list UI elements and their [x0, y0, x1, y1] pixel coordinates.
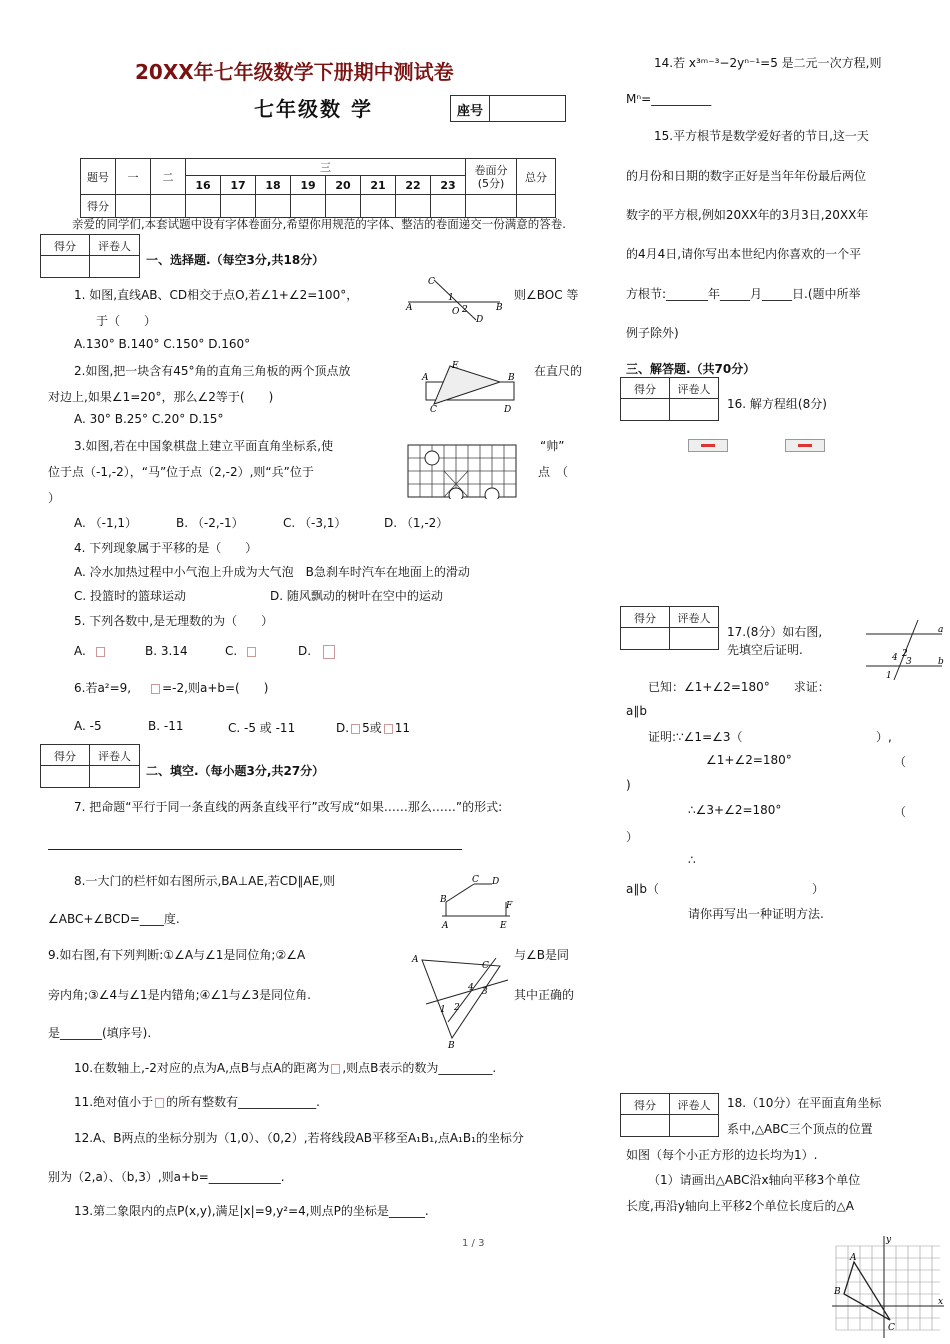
coordinate-grid-figure — [830, 1232, 946, 1340]
svg-text:D: D — [492, 877, 500, 887]
grader-score-label: 得分 — [634, 383, 656, 396]
q3-text-d: 点 （ — [538, 465, 569, 479]
q5-option-c: C. — [225, 644, 258, 658]
score-sub: 23 — [431, 176, 466, 195]
q17-step: 证明:∵∠1=∠3（ — [648, 730, 743, 744]
exam-subtitle: 七年级数 学 — [254, 97, 373, 121]
section-1-title: 一、选择题.（每空3分,共18分） — [146, 253, 325, 267]
svg-text:A: A — [850, 1253, 857, 1263]
q17-step: a∥b（ — [626, 882, 659, 896]
q6-option-a: A. -5 — [74, 719, 102, 733]
grader-reviewer-label: 评卷人 — [677, 612, 711, 625]
section-2-title: 二、填空.（每小题3分,共27分） — [146, 764, 325, 778]
q2-text: 2.如图,把一块含有45°角的直角三角板的两个顶点放 — [74, 364, 351, 378]
q3-text-b: “帅” — [540, 439, 565, 453]
grader-score-label: 得分 — [54, 240, 76, 253]
grader-score-label: 得分 — [634, 612, 656, 625]
section-3-title: 三、解答题.（共70分） — [626, 362, 756, 376]
q18-line: 系中,△ABC三个顶点的位置 — [727, 1122, 873, 1136]
grader-box — [620, 377, 719, 421]
svg-text:3: 3 — [482, 987, 488, 997]
grader-reviewer-label: 评卷人 — [98, 750, 131, 763]
q17-step: ∴∠3+∠2=180° — [688, 803, 782, 817]
svg-text:b: b — [938, 657, 944, 667]
q5-text: 5. 下列各数中,是无理数的为（ ） — [74, 614, 274, 628]
q4-options-cd: C. 投篮时的篮球运动 D. 随风飘动的树叶在空中的运动 — [74, 589, 443, 603]
grader-box — [40, 744, 140, 788]
grader-reviewer-label: 评卷人 — [677, 383, 711, 396]
score-neatness: 卷面分 (5分) — [466, 159, 517, 195]
grader-box — [620, 606, 719, 650]
svg-text:A: A — [412, 955, 419, 965]
q7-answer-line — [48, 849, 462, 850]
q14-text-b: Mⁿ=__________ — [626, 92, 712, 106]
q12-text: 12.A、B两点的坐标分别为（1,0）、（0,2）,若将线段AB平移至A₁B₁,点A₁B₁的坐标分 — [74, 1131, 524, 1145]
q1-figure — [404, 272, 504, 324]
q5-option-b: B. 3.14 — [145, 644, 188, 658]
q11-text: 11.绝对值小于 的所有整数有_____________. — [74, 1095, 320, 1109]
seat-box — [450, 95, 566, 122]
svg-text:C: C — [888, 1323, 895, 1333]
q5-option-a: A. — [74, 644, 107, 658]
q17-figure — [862, 618, 946, 682]
svg-text:1: 1 — [440, 1005, 446, 1015]
q3-text-e: ） — [48, 491, 61, 505]
q6-option-b: B. -11 — [148, 719, 184, 733]
q4-options-ab: A. 冷水加热过程中小气泡上升成为大气泡 B急刹车时汽车在地面上的滑动 — [74, 565, 470, 579]
svg-text:x: x — [938, 1297, 944, 1307]
page-number: 1 / 3 — [462, 1238, 485, 1249]
svg-text:3: 3 — [906, 657, 912, 667]
q8-figure — [434, 872, 518, 932]
q9-text-b: 与∠B是同 — [514, 948, 569, 962]
grader-reviewer-label: 评卷人 — [677, 1099, 711, 1112]
q6-option-c: C. -5 或 -11 — [228, 721, 296, 735]
q3-option-a: A. （-1,1） — [74, 516, 138, 530]
q17-step: ∴ — [688, 853, 696, 867]
exam-title: 20XX年七年级数学下册期中测试卷 — [135, 60, 454, 84]
q15-line: 方根节:_______年_____月_____日.(题中所举 — [626, 287, 861, 301]
q1-options: A.130° B.140° C.150° D.160° — [74, 337, 251, 351]
svg-text:2: 2 — [462, 305, 468, 315]
q4-text: 4. 下列现象属于平移的是（ ） — [74, 541, 258, 555]
svg-text:D: D — [504, 405, 512, 414]
score-sub: 21 — [361, 176, 396, 195]
grader-box — [40, 234, 140, 278]
q17-known: 已知：∠1+∠2=180° 求证： — [648, 680, 830, 694]
svg-text:B: B — [496, 303, 503, 313]
svg-text:D: D — [476, 315, 484, 324]
q9-figure — [408, 944, 512, 1048]
q18-line: 18.（10分）在平面直角坐标 — [727, 1096, 882, 1110]
q1-text: 1. 如图,直线AB、CD相交于点O,若∠1+∠2=100°， — [74, 288, 359, 302]
svg-text:C: C — [472, 875, 479, 885]
q17-step: ） — [812, 882, 825, 896]
q1-text-c: 于（ ） — [96, 314, 157, 328]
svg-text:B: B — [508, 373, 515, 383]
q17-step: 请你再写出一种证明方法. — [688, 907, 824, 921]
score-sub: 18 — [256, 176, 291, 195]
q15-line: 的月份和日期的数字正好是当年年份最后两位 — [626, 169, 867, 183]
seat-label: 座号 — [456, 104, 483, 119]
score-sub: 20 — [326, 176, 361, 195]
svg-text:B: B — [448, 1041, 455, 1048]
q6-text: 6.若a²=9, =-2,则a+b=( ) — [74, 681, 269, 695]
score-sub: 17 — [221, 176, 256, 195]
svg-text:A: A — [422, 373, 429, 383]
grader-score-label: 得分 — [54, 750, 76, 763]
q17-prove: a∥b — [626, 704, 647, 718]
score-row-label: 题号 — [81, 159, 116, 195]
score-sub: 16 — [186, 176, 221, 195]
q1-text-b: 则∠BOC 等 — [514, 288, 579, 302]
q17-text: 17.(8分）如右图, — [727, 625, 823, 639]
q9-text: 9.如右图,有下列判断:①∠A与∠1是同位角;②∠A — [48, 948, 306, 962]
q18-line: （1）请画出△ABC沿x轴向平移3个单位 — [648, 1173, 861, 1187]
notice: 亲爱的同学们,本套试题中设有字体卷面分,希望你用规范的字体、整洁的卷面递交一份满意的答卷. — [72, 217, 566, 231]
svg-text:2: 2 — [454, 1003, 460, 1013]
svg-text:E: E — [452, 361, 459, 371]
grader-score-label: 得分 — [634, 1099, 656, 1112]
svg-text:F: F — [506, 901, 513, 911]
svg-text:2: 2 — [902, 649, 908, 659]
svg-text:y: y — [886, 1235, 892, 1245]
q3-text: 3.如图,若在中国象棋盘上建立平面直角坐标系,使 — [74, 439, 334, 453]
q3-option-c: C. （-3,1） — [283, 516, 347, 530]
q9-text-e: 是_______(填序号). — [48, 1026, 152, 1040]
q2-text-c: 对边上,如果∠1=20°，那么∠2等于( ) — [48, 390, 274, 404]
q18-line: 长度,再沿y轴向上平移2个单位长度后的△A — [626, 1199, 854, 1213]
svg-text:4: 4 — [892, 653, 898, 663]
svg-text:E: E — [500, 921, 507, 931]
q18-line: 如图（每个小正方形的边长均为1）. — [626, 1148, 818, 1162]
q17-step: （ — [894, 805, 907, 819]
score-col-3: 三 — [186, 159, 466, 176]
q15-line: 15.平方根节是数学爱好者的节日,这一天 — [654, 129, 869, 143]
q10-text: 10.在数轴上,-2对应的点为A,点B与点A的距离为 ,则点B表示的数为_________. — [74, 1061, 497, 1075]
q8-text: 8.一大门的栏杆如右图所示,BA⊥AE,若CD∥AE,则 — [74, 874, 335, 888]
chess-board-figure — [406, 443, 518, 499]
svg-text:C: C — [428, 277, 435, 287]
q2-options: A. 30° B.25° C.20° D.15° — [74, 412, 224, 426]
score-col-2: 二 — [151, 159, 186, 195]
q16-text: 16. 解方程组(8分) — [727, 397, 827, 411]
q2-text-b: 在直尺的 — [534, 364, 583, 378]
svg-text:B: B — [834, 1287, 841, 1297]
q9-text-c: 旁内角;③∠4与∠1是内错角;④∠1与∠3是同位角. — [48, 988, 311, 1002]
score-row2-label: 得分 — [81, 195, 116, 218]
equation-image — [785, 439, 825, 452]
score-sub: 19 — [291, 176, 326, 195]
q17-step: ∠1+∠2=180° — [706, 753, 792, 767]
q13-text: 13.第二象限内的点P(x,y),满足|x|=9,y²=4,则点P的坐标是______. — [74, 1204, 429, 1218]
grader-box — [620, 1093, 719, 1137]
svg-text:A: A — [406, 303, 413, 313]
svg-text:A: A — [442, 921, 449, 931]
q17-step: ） — [626, 830, 639, 844]
q14-text: 14.若 x³ᵐ⁻³−2yⁿ⁻¹=5 是二元一次方程,则 — [654, 56, 882, 70]
q15-line: 的4月4日,请你写出本世纪内你喜欢的一个平 — [626, 247, 862, 261]
q6-option-d: D. 5或 11 — [336, 721, 410, 735]
q17-step: ) — [626, 778, 631, 792]
svg-text:4: 4 — [468, 983, 474, 993]
q15-line: 例子除外) — [626, 326, 679, 340]
grader-reviewer-label: 评卷人 — [98, 240, 131, 253]
svg-text:B: B — [440, 895, 447, 905]
q17-step: ）, — [876, 730, 892, 744]
q3-option-d: D. （1,-2） — [384, 516, 449, 530]
svg-text:C: C — [430, 405, 437, 414]
q3-text-c: 位于点（-1,-2），“马”位于点（2,-2）,则“兵”位于 — [48, 465, 314, 479]
svg-text:a: a — [938, 625, 944, 635]
q15-line: 数字的平方根,例如20XX年的3月3日,20XX年 — [626, 208, 869, 222]
score-col-1: 一 — [116, 159, 151, 195]
score-sub: 22 — [396, 176, 431, 195]
q17-text-b: 先填空后证明. — [727, 643, 803, 657]
svg-text:1: 1 — [886, 671, 892, 681]
q17-step: （ — [894, 755, 907, 769]
svg-text:1: 1 — [448, 293, 454, 303]
score-table — [80, 158, 556, 218]
q2-figure — [420, 360, 520, 414]
q3-option-b: B. （-2,-1） — [176, 516, 244, 530]
q5-option-d: D. — [298, 644, 337, 659]
score-total: 总分 — [517, 159, 556, 195]
q8-text-b: ∠ABC+∠BCD=____度. — [48, 912, 180, 926]
q12-text-b: 别为（2,a）、（b,3）,则a+b=____________. — [48, 1170, 285, 1184]
q7-text: 7. 把命题“平行于同一条直线的两条直线平行”改写成“如果……那么……”的形式: — [74, 800, 503, 814]
svg-text:O: O — [452, 307, 460, 317]
q9-text-d: 其中正确的 — [514, 988, 575, 1002]
equation-image — [688, 439, 728, 452]
svg-text:C: C — [482, 961, 489, 971]
